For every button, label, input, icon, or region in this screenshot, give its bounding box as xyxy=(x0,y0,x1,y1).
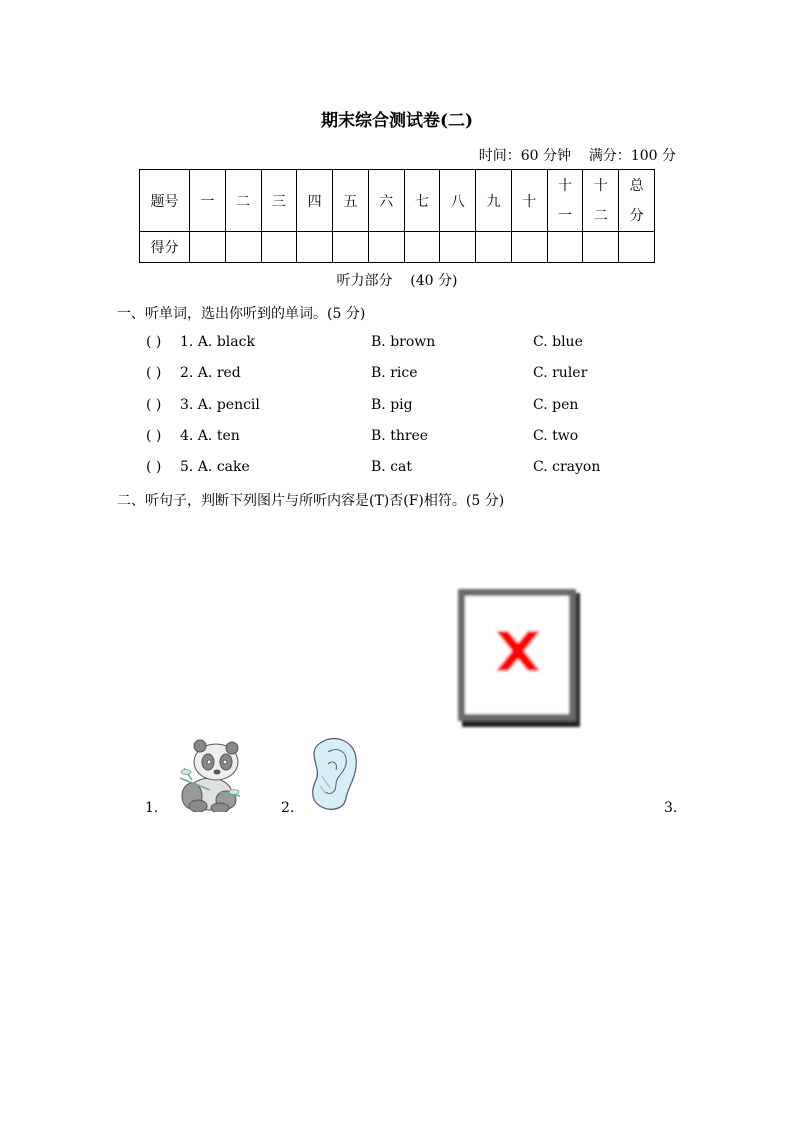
score-header-4: 四 xyxy=(297,170,333,232)
score-cell[interactable] xyxy=(476,232,512,263)
score-table-header-row xyxy=(140,170,655,232)
answer-blank[interactable]: ( ) xyxy=(146,365,162,381)
option-a: 3. A. pencil xyxy=(180,397,260,413)
score-cell[interactable] xyxy=(583,232,619,263)
score-cell[interactable] xyxy=(619,232,655,263)
score-header-7: 七 xyxy=(404,170,440,232)
score-header-6: 六 xyxy=(368,170,404,232)
score-table-row2-label: 得分 xyxy=(140,232,190,263)
answer-blank[interactable]: ( ) xyxy=(146,459,162,475)
option-a: 4. A. ten xyxy=(180,428,240,444)
option-b: B. three xyxy=(371,428,429,444)
score-cell[interactable] xyxy=(440,232,476,263)
question-row xyxy=(0,397,794,417)
score-header-total-line1: 总 xyxy=(629,177,644,194)
option-b: B. brown xyxy=(371,334,436,350)
answer-blank[interactable]: ( ) xyxy=(146,397,162,413)
score-cell[interactable] xyxy=(333,232,369,263)
option-c: C. pen xyxy=(533,397,579,413)
score-header-2: 二 xyxy=(225,170,261,232)
score-cell[interactable] xyxy=(368,232,404,263)
score-header-9: 九 xyxy=(476,170,512,232)
score-header-11 xyxy=(547,170,583,232)
score-table-score-row xyxy=(140,232,655,263)
ear-illustration xyxy=(308,736,362,812)
question-row xyxy=(0,334,794,354)
score-header-12-line1: 十 xyxy=(593,177,608,194)
option-b: B. cat xyxy=(371,459,413,475)
score-table-row1-label: 题号 xyxy=(140,170,190,232)
option-a: 2. A. red xyxy=(180,365,241,381)
score-header-10: 十 xyxy=(511,170,547,232)
score-table xyxy=(139,169,655,263)
score-cell[interactable] xyxy=(225,232,261,263)
section1-heading: 一、听单词，选出你听到的单词。(5 分) xyxy=(117,306,366,322)
score-cell[interactable] xyxy=(261,232,297,263)
picture-label-3: 3. xyxy=(664,800,678,816)
option-c: C. blue xyxy=(533,334,583,350)
option-b: B. pig xyxy=(371,397,413,413)
picture-label-2: 2. xyxy=(281,800,295,816)
score-header-11-line1: 十 xyxy=(558,177,573,194)
score-cell[interactable] xyxy=(404,232,440,263)
picture-label-1: 1. xyxy=(145,800,159,816)
score-header-8: 八 xyxy=(440,170,476,232)
option-b: B. rice xyxy=(371,365,418,381)
listening-section-header: 听力部分 (40 分) xyxy=(336,273,458,289)
section2-heading: 二、听句子，判断下列图片与所听内容是(T)否(F)相符。(5 分) xyxy=(117,493,505,509)
question-row xyxy=(0,459,794,479)
score-header-total xyxy=(619,170,655,232)
score-header-total-line2: 分 xyxy=(629,207,644,224)
answer-blank[interactable]: ( ) xyxy=(146,428,162,444)
answer-blank[interactable]: ( ) xyxy=(146,334,162,350)
score-cell[interactable] xyxy=(547,232,583,263)
score-cell[interactable] xyxy=(511,232,547,263)
score-header-12 xyxy=(583,170,619,232)
score-header-5: 五 xyxy=(333,170,369,232)
question-row xyxy=(0,428,794,448)
option-a: 5. A. cake xyxy=(180,459,250,475)
score-header-11-line2: 一 xyxy=(558,207,573,224)
question-row xyxy=(0,365,794,385)
score-header-1: 一 xyxy=(190,170,226,232)
page-title: 期末综合测试卷(二) xyxy=(320,111,474,131)
option-c: C. crayon xyxy=(533,459,601,475)
broken-image-icon xyxy=(456,587,582,729)
panda-illustration xyxy=(176,738,244,812)
score-cell[interactable] xyxy=(297,232,333,263)
option-a: 1. A. black xyxy=(180,334,255,350)
score-header-3: 三 xyxy=(261,170,297,232)
option-c: C. two xyxy=(533,428,579,444)
score-cell[interactable] xyxy=(190,232,226,263)
score-header-12-line2: 二 xyxy=(593,207,608,224)
option-c: C. ruler xyxy=(533,365,588,381)
exam-meta: 时间：60 分钟 满分：100 分 xyxy=(478,148,676,164)
